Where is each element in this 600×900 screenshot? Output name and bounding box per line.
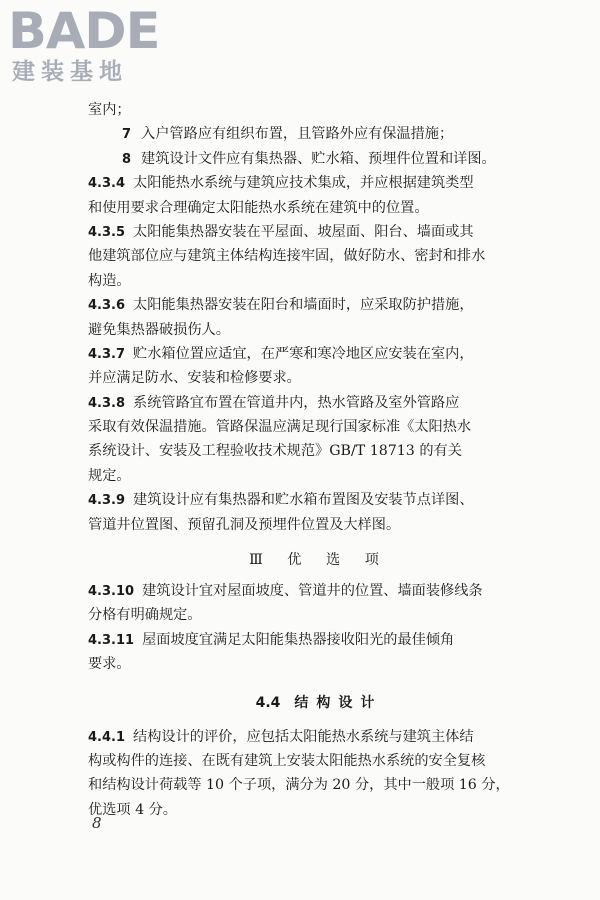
list-item-text: 建筑设计文件应有集热器、贮水箱、预埋件位置和详图。 xyxy=(141,150,496,167)
clause-4-3-9 xyxy=(88,488,550,537)
clause-4-3-8 xyxy=(88,391,550,489)
clause-4-4-1 xyxy=(88,725,550,823)
clause-text: 构造。 xyxy=(88,272,131,289)
clause-text: 采取有效保温措施。管路保温应满足现行国家标准《太阳热水 xyxy=(88,419,472,436)
list-item-7 xyxy=(88,122,550,146)
clause-4-3-5 xyxy=(88,220,550,293)
clause-text: 和结构设计荷载等 10 个子项，满分为 20 分，其中一般项 16 分， xyxy=(88,777,510,794)
clause-number: 4.4.1 xyxy=(88,729,126,745)
clause-text: 规定。 xyxy=(88,467,131,484)
clause-text: 太阳能热水系统与建筑应技术集成，并应根据建筑类型 xyxy=(133,175,474,192)
clause-text: 构或构件的连接、在既有建筑上安装太阳能热水系统的安全复核 xyxy=(88,752,486,769)
list-item-number: 8 xyxy=(122,151,132,167)
clause-text: 系统设计、安装及工程验收技术规范》GB/T 18713 的有关 xyxy=(88,443,462,460)
section-title-optional-items: Ⅲ 优 选 项 xyxy=(249,552,389,569)
clause-number: 4.3.6 xyxy=(88,298,126,314)
clause-text: 和使用要求合理确定太阳能热水系统在建筑中的位置。 xyxy=(88,199,429,216)
list-item-number: 7 xyxy=(122,127,132,143)
clause-4-3-4 xyxy=(88,171,550,220)
page-number: 8 xyxy=(92,814,102,832)
clause-text: 要求。 xyxy=(88,656,131,673)
clause-text: 避免集热器破损伤人。 xyxy=(88,321,230,338)
clause-4-3-6 xyxy=(88,293,550,342)
section-heading-structural-design xyxy=(88,681,550,725)
logo-subtitle: 建装基地 xyxy=(12,59,128,85)
clause-text: 屋面坡度宜满足太阳能集热器接收阳光的最佳倾角 xyxy=(142,631,455,648)
list-item-8 xyxy=(88,147,550,171)
clause-number: 4.3.10 xyxy=(88,584,135,600)
heading-number: 4.4 xyxy=(255,694,281,711)
clause-number: 4.3.8 xyxy=(88,395,126,411)
clause-number: 4.3.9 xyxy=(88,493,126,509)
clause-text: 太阳能集热器安装在平屋面、坡屋面、阳台、墙面或其 xyxy=(133,223,474,240)
clause-number: 4.3.4 xyxy=(88,176,126,192)
clause-text: 优选项 4 分。 xyxy=(88,801,177,818)
clause-4-3-11 xyxy=(88,628,550,677)
clause-text: 分格有明确规定。 xyxy=(88,607,202,624)
clause-text: 他建筑部位应与建筑主体结构连接牢固，做好防水、密封和排水 xyxy=(88,248,486,265)
clause-number: 4.3.11 xyxy=(88,632,135,648)
bade-watermark-logo xyxy=(8,4,178,88)
clause-text: 管道井位置图、预留孔洞及预埋件位置及大样图。 xyxy=(88,516,401,533)
document-body xyxy=(88,98,550,822)
continuation-line: 室内； xyxy=(88,102,131,118)
clause-text: 并应满足防水、安装和检修要求。 xyxy=(88,370,301,387)
clause-text: 建筑设计应有集热器和贮水箱布置图及安装节点详图、 xyxy=(133,492,474,509)
clause-number: 4.3.7 xyxy=(88,346,126,362)
clause-number: 4.3.5 xyxy=(88,224,126,240)
clause-text: 系统管路宜布置在管道井内，热水管路及室外管路应 xyxy=(133,394,460,411)
heading-title: 结构设计 xyxy=(294,694,383,711)
clause-4-3-10 xyxy=(88,579,550,628)
clause-text: 建筑设计宜对屋面坡度、管道井的位置、墙面装修线条 xyxy=(142,583,483,600)
list-item-text: 入户管路应有组织布置，且管路外应有保温措施； xyxy=(141,126,454,143)
clause-text: 太阳能集热器安装在阳台和墙面时，应采取防护措施， xyxy=(133,297,474,314)
logo-wordmark: BADE xyxy=(8,2,160,60)
clause-text: 贮水箱位置应适宜，在严寒和寒冷地区应安装在室内， xyxy=(133,345,474,362)
clause-text: 结构设计的评价，应包括太阳能热水系统与建筑主体结 xyxy=(133,728,474,745)
clause-4-3-7 xyxy=(88,342,550,391)
